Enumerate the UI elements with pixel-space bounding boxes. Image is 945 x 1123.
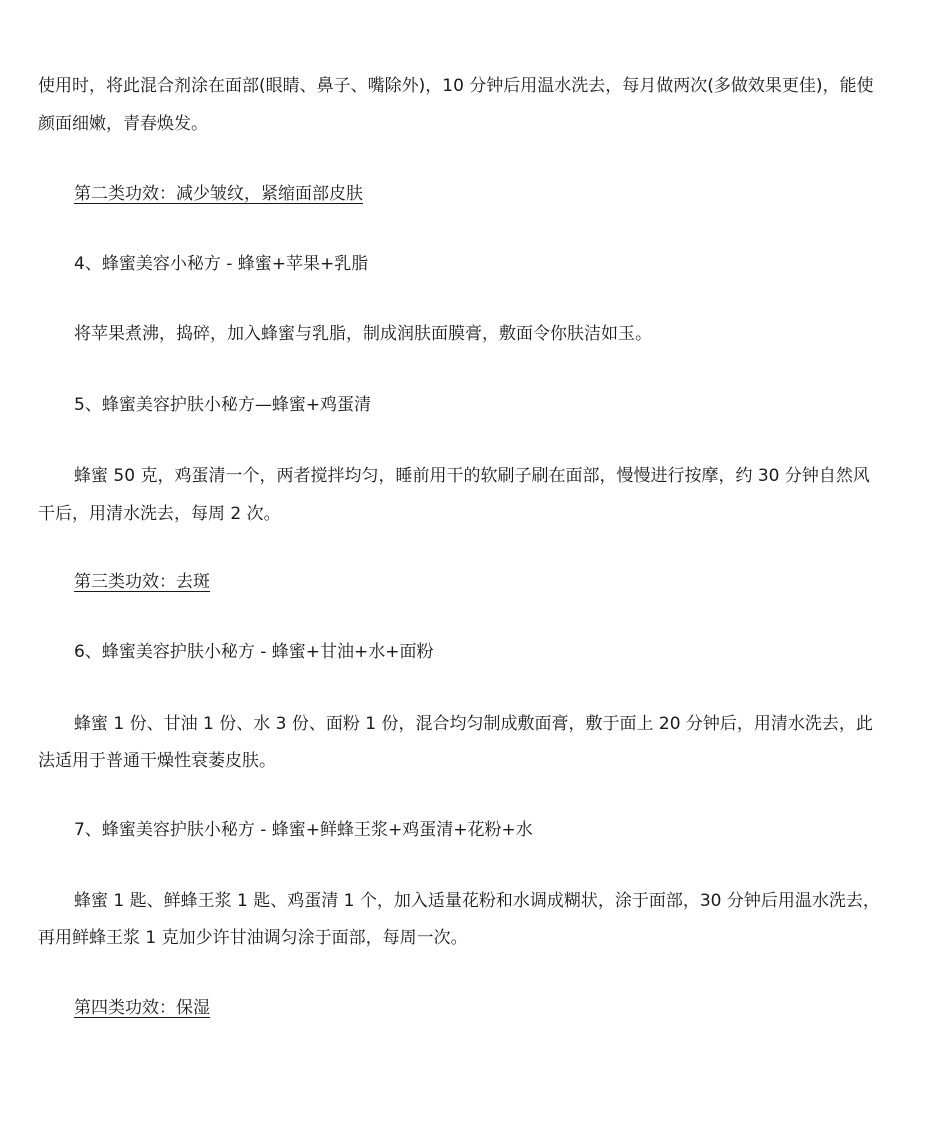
paragraph-line: 蜂蜜 50 克，鸡蛋清一个，两者搅拌均匀，睡前用干的软刷子刷在面部，慢慢进行按摩，约 30 分钟自然风 <box>74 466 870 486</box>
paragraph-line: 干后，用清水洗去，每周 2 次。 <box>38 504 281 524</box>
paragraph-line: 蜂蜜 1 匙、鲜蜂王浆 1 匙、鸡蛋清 1 个，加入适量花粉和水调成糊状，涂于面部，30 分钟后用温水洗去， <box>74 891 880 911</box>
recipe-title: 5、蜂蜜美容护肤小秘方—蜂蜜+鸡蛋清 <box>74 395 372 415</box>
paragraph-line: 再用鲜蜂王浆 1 克加少许甘油调匀涂于面部，每周一次。 <box>38 928 468 948</box>
paragraph-line: 颜面细嫩，青春焕发。 <box>38 114 208 134</box>
recipe-title: 7、蜂蜜美容护肤小秘方 - 蜂蜜+鲜蜂王浆+鸡蛋清+花粉+水 <box>74 820 533 840</box>
paragraph-line: 将苹果煮沸，捣碎，加入蜂蜜与乳脂，制成润肤面膜膏，敷面令你肤洁如玉。 <box>74 324 652 344</box>
paragraph-line: 蜂蜜 1 份、甘油 1 份、水 3 份、面粉 1 份，混合均匀制成敷面膏，敷于面上 20 分钟后，用清水洗去，此 <box>74 714 873 734</box>
paragraph-line: 法适用于普通干燥性衰萎皮肤。 <box>38 751 276 771</box>
section-heading: 第二类功效：减少皱纹，紧缩面部皮肤 <box>74 184 363 204</box>
recipe-title: 4、蜂蜜美容小秘方 - 蜂蜜+苹果+乳脂 <box>74 254 369 274</box>
section-heading: 第四类功效：保湿 <box>74 998 210 1018</box>
recipe-title: 6、蜂蜜美容护肤小秘方 - 蜂蜜+甘油+水+面粉 <box>74 642 434 662</box>
paragraph-line: 使用时，将此混合剂涂在面部(眼睛、鼻子、嘴除外)，10 分钟后用温水洗去，每月做两次(多做效果更佳)，能使 <box>38 76 874 96</box>
section-heading: 第三类功效：去斑 <box>74 572 210 592</box>
